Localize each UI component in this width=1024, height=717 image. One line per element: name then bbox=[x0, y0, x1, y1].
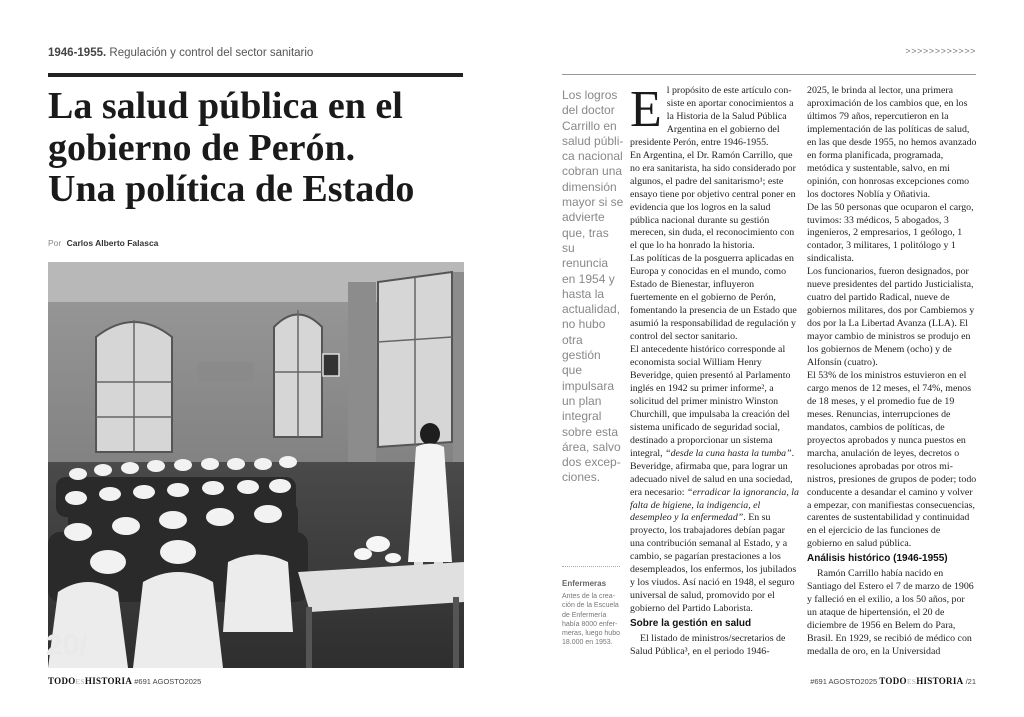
footer-right bbox=[810, 676, 976, 686]
continuation-arrows: >>>>>>>>>>>> bbox=[905, 47, 976, 57]
body-column-2 bbox=[807, 85, 977, 659]
title-line-2: gobierno de Perón. bbox=[48, 126, 356, 169]
byline-prefix: Por bbox=[48, 238, 62, 248]
byline-author: Carlos Alberto Falasca bbox=[66, 238, 159, 248]
kicker-text: Regulación y control del sector sanitario bbox=[109, 47, 314, 59]
title-rule bbox=[48, 73, 463, 77]
paragraph: El antecedente histórico corresponde al economista social William Henry Beveridge, quien presentó al Parlamento inglés en 1942 su primer informe², a solicitud del primer ministro Winston Churchill, que impulsaba la creación del sistema unificado de seguridad social, destinado a proporcionar un sistema integral, “desde la cuna hasta la tumba”. Beveridge, afirmaba que, para lograr un adecuado nivel de salud en una sociedad, era necesario: “erradicar la ignorancia, la falta de higiene, la indigencia, el desempleo y la enfermedad”. En su proyecto, los trabajadores debían pagar una contribución semanal al Estado, y a cambio, se pagarían prestaciones a los desempleados, los enfermos, los jubilados y los viudos. Así nació en 1948, el seguro universal de salud, promovido por el gobierno del Partido Laborista. bbox=[630, 344, 799, 615]
brand-logo-left: TODOESHISTORIA bbox=[48, 676, 133, 686]
right-page-number: /21 bbox=[965, 677, 976, 686]
intro-paragraph: El propósito de este artículo consiste en aportar conocimientos a la Historia de la Salud Pública Argentina en el gobierno del presidente Perón, entre 1946-1955. bbox=[630, 81, 794, 148]
paragraph: Las políticas de la posguerra aplicadas en Europa y conocidas en el mundo, como Estado de Bienestar, influyeron fuertemente en el gobierno de Perón, fomentando la presencia de un Estado que asumió la responsabilidad de regulación y control del sector sanitario. bbox=[630, 253, 797, 343]
caption-title: Enfermeras bbox=[562, 579, 607, 588]
title-line-3: Una política de Estado bbox=[48, 168, 415, 210]
section-kicker bbox=[48, 47, 313, 59]
drop-cap: E bbox=[630, 81, 662, 138]
byline bbox=[48, 238, 158, 248]
paragraph: El 53% de los ministros estuvieron en el cargo menos de 12 meses, el 74%, menos de 18 meses, y el promedio fue de 19 meses. Renuncias, interrupciones de mandatos, cambios de políticas, de proyectos aprobados y nunca puestos en marcha, anulación de leyes, decretos o resoluciones aprobadas por otros ministros, presiones de grupos de poder; todo conducente a desandar el camino y volver a empezar, con manifiestas consecuencias, carentes de sustentabilidad y continuidad en el ejercicio de las funciones de gobierno en salud pública. bbox=[807, 369, 977, 550]
title-line-1: La salud pública en el bbox=[48, 85, 403, 127]
left-page-number: 20/ bbox=[46, 629, 88, 662]
brand-logo-right: TODOESHISTORIA bbox=[879, 676, 964, 686]
caption-rule bbox=[562, 566, 620, 567]
right-page-rule bbox=[562, 74, 976, 75]
paragraph: En Argentina, el Dr. Ramón Carrillo, que no era sanitarista, ha sido considerado por algunos, el padre del sanitarismo¹; este ensayo tiene por objetivo central poner en evidencia que los logros en la salud pública nacional durante su gestión merecen, sin duda, el reconocimiento con el que lo ha honrado la historia. bbox=[630, 149, 796, 252]
paragraph: 2025, le brinda al lector, una primera aproximación de los cambios que, en los últimos 79 años, repercutieron en la implementación de las políticas de salud, en las que desde 1955, no hemos avanzado en forma planificada, programada, metódica y sustentable, salvo, en mi opinión, con honrosas excepciones como los doctores Noblía y Oñativia. bbox=[807, 85, 977, 200]
paragraph: De las 50 personas que ocuparon el cargo, tuvimos: 33 médicos, 5 abogados, 3 ingenieros, 2 empresarios, 1 geólogo, 1 contador, 3 militares, 1 politólogo y 1 sindicalista. bbox=[807, 201, 974, 265]
paragraph: El listado de ministros/secretarios de Salud Pública³, en el periodo 1946- bbox=[630, 633, 786, 657]
subhead-gestion: Sobre la gestión en salud bbox=[630, 618, 752, 630]
issue-right: #691 AGOSTO2025 bbox=[810, 677, 878, 686]
body-column-1 bbox=[630, 81, 800, 659]
subhead-analisis: Análisis histórico (1946-1955) bbox=[807, 553, 948, 565]
paragraph: Ramón Carrillo había nacido en Santiago del Estero el 7 de marzo de 1906 y falleció en el exilio, a los 50 años, por un ataque de hipertensión, el 20 de diciembre de 1956 en Belem do Para, Brasil. En 1929, se recibió de médico con medalla de oro, en la Universidad bbox=[807, 568, 974, 657]
caption-text: Antes de la creación de la Escuela de Enfermería había 8000 enfermeras, luego hubo 18.000 en 1953. bbox=[562, 593, 620, 647]
issue-left: #691 AGOSTO2025 bbox=[134, 677, 202, 686]
paragraph: Los funcionarios, fueron designados, por nueve presidentes del partido Justicialista, cuatro del partido Radical, nueve de gobiernos militares, dos por Cambiemos y dos por la La Libertad Avanza (LLA). El mayor cambio de ministros se produjo en los gobiernos de Menem (ocho) y de Alfonsín (cuatro). bbox=[807, 266, 975, 369]
pull-quote: Los logros del doctor Carrillo en salud pública nacional cobran una dimensión mayor si se advierte que, tras su renuncia en 1954 y hasta la actualidad, no hubo otra gestión que impulsara un plan integral sobre esta área, salvo dos excepciones. bbox=[562, 88, 624, 485]
footer-left bbox=[48, 676, 201, 686]
article-title bbox=[48, 86, 478, 211]
nurses-classroom-photo bbox=[48, 262, 464, 668]
kicker-years: 1946-1955. bbox=[48, 47, 107, 59]
